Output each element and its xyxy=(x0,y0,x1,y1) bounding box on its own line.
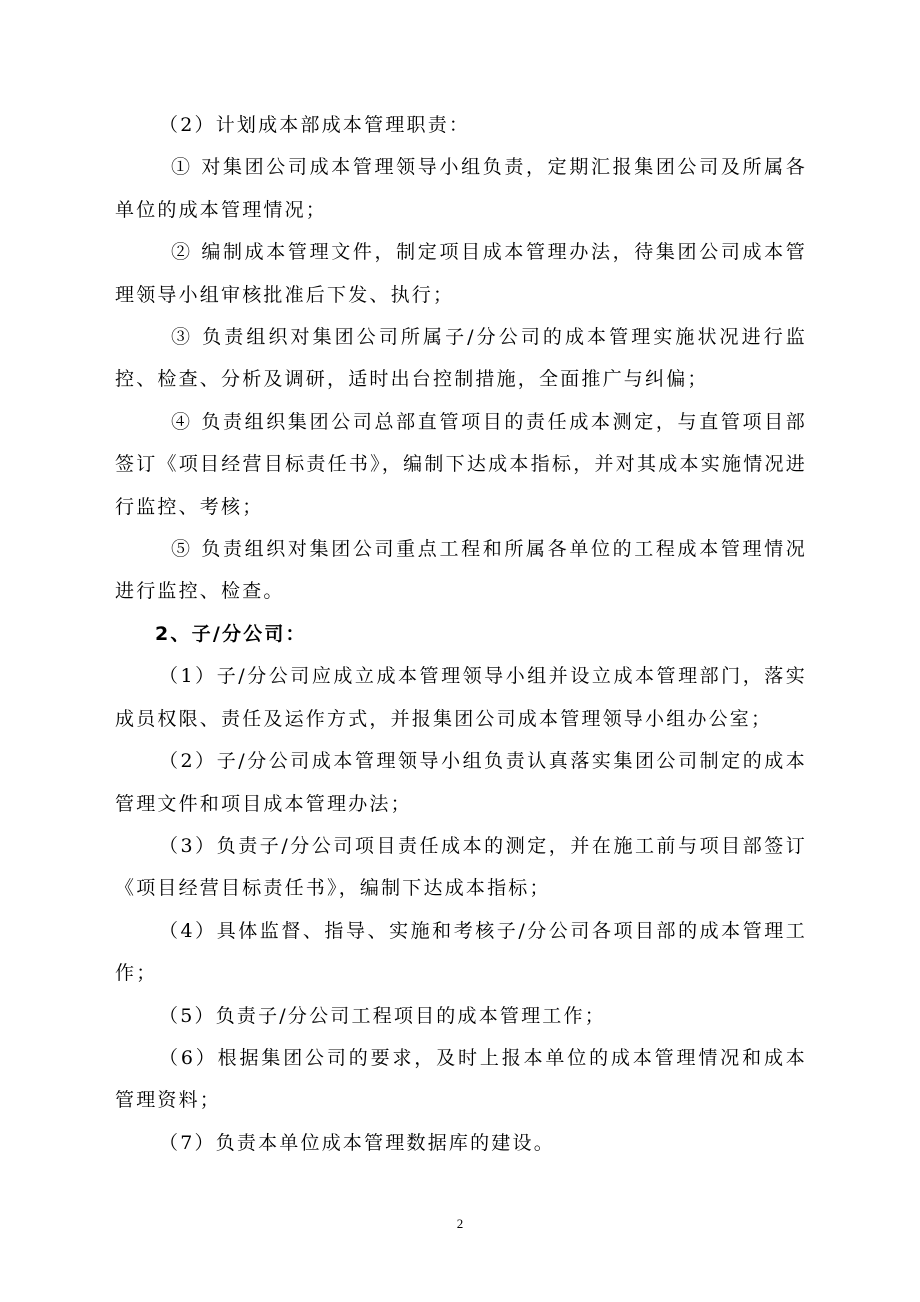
subsidiary-duty-2: （2）子/分公司成本管理领导小组负责认真落实集团公司制定的成本管理文件和项目成本管理办法； xyxy=(115,750,807,815)
section-heading-planning-dept: （2）计划成本部成本管理职责： xyxy=(159,114,471,136)
subsidiary-duty-7: （7）负责本单位成本管理数据库的建设。 xyxy=(159,1131,555,1154)
document-body xyxy=(115,104,807,1164)
subsidiary-duty-6: （6）根据集团公司的要求，及时上报本单位的成本管理情况和成本管理资料； xyxy=(115,1046,807,1112)
duty-item-3: ③ 负责组织对集团公司所属子/分公司的成本管理实施状况进行监控、检查、分析及调研，适时出台控制措施，全面推广与纠偏； xyxy=(115,326,807,391)
duty-item-4: ④ 负责组织集团公司总部直管项目的责任成本测定，与直管项目部签订《项目经营目标责任书》，编制下达成本指标，并对其成本实施情况进行监控、考核； xyxy=(115,410,807,518)
subsidiary-duty-5: （5）负责子/分公司工程项目的成本管理工作； xyxy=(159,1004,606,1027)
subsidiary-duty-4: （4）具体监督、指导、实施和考核子/分公司各项目部的成本管理工作； xyxy=(115,919,807,985)
section-heading-subsidiary: 2、子/分公司： xyxy=(155,622,307,645)
subsidiary-duty-3: （3）负责子/分公司项目责任成本的测定，并在施工前与项目部签订《项目经营目标责任书》，编制下达成本指标； xyxy=(115,834,807,900)
page-number: 2 xyxy=(456,1216,464,1231)
duty-item-1: ① 对集团公司成本管理领导小组负责，定期汇报集团公司及所属各单位的成本管理情况； xyxy=(115,156,807,221)
duty-item-2: ② 编制成本管理文件，制定项目成本管理办法，待集团公司成本管理领导小组审核批准后下发、执行； xyxy=(115,241,807,306)
subsidiary-duty-1: （1）子/分公司应成立成本管理领导小组并设立成本管理部门，落实成员权限、责任及运作方式，并报集团公司成本管理领导小组办公室； xyxy=(115,665,807,730)
duty-item-5: ⑤ 负责组织对集团公司重点工程和所属各单位的工程成本管理情况进行监控、检查。 xyxy=(115,538,807,603)
